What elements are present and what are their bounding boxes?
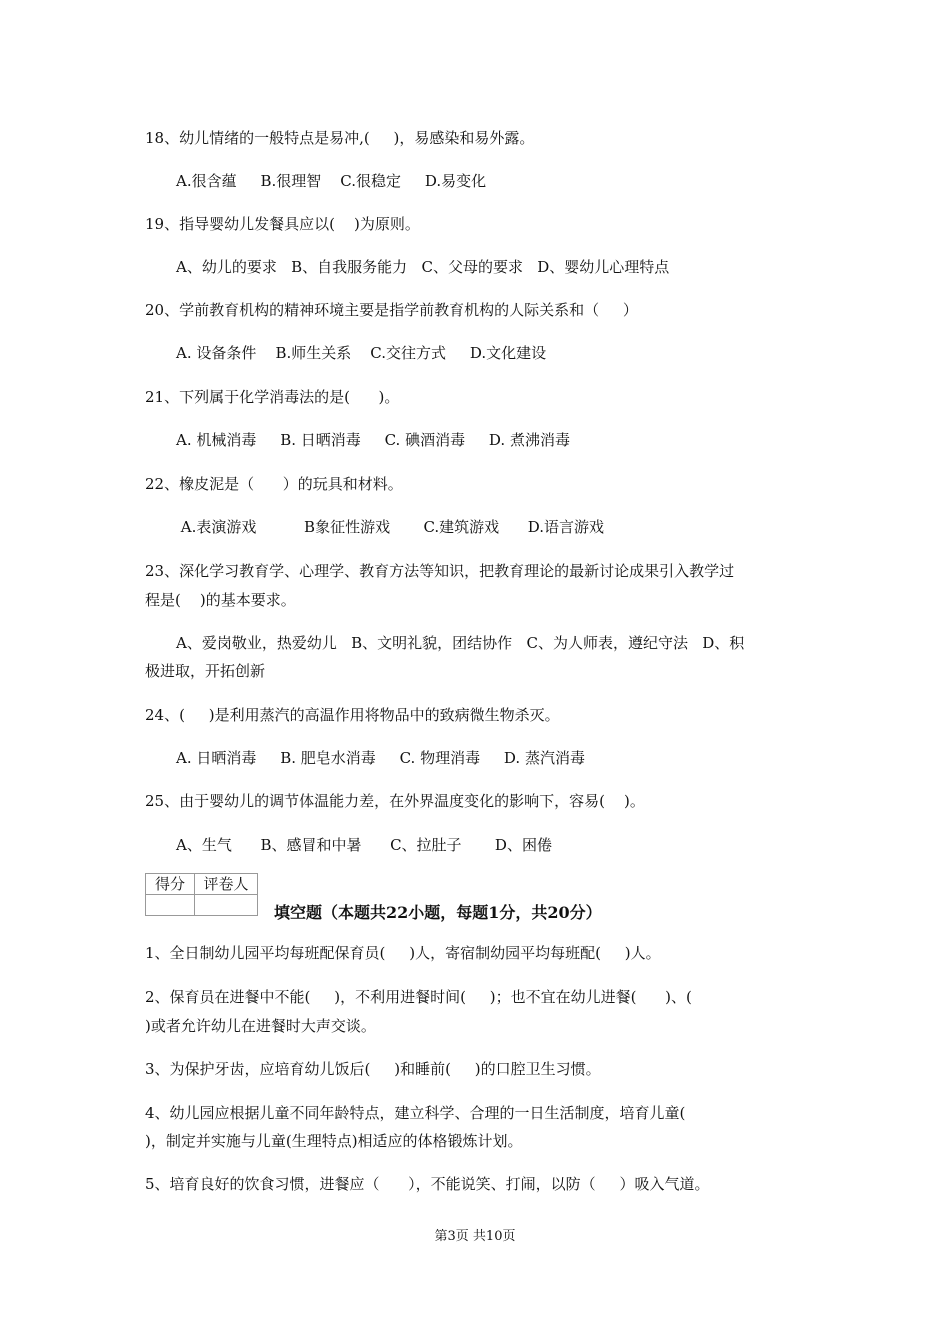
grader-header: 评卷人	[195, 874, 258, 895]
section-title: 填空题（本题共22小题，每题1分，共20分）	[274, 903, 602, 922]
page-footer: 第3页 共10页	[434, 1229, 516, 1244]
question-24-stem: 24、( )是利用蒸汽的高温作用将物品中的致病微生物杀灭。	[145, 706, 560, 724]
question-20-options: A. 设备条件 B.师生关系 C.交往方式 D.文化建设	[176, 344, 547, 362]
question-20-stem: 20、学前教育机构的精神环境主要是指学前教育机构的人际关系和（ ）	[145, 301, 638, 319]
question-22-stem: 22、橡皮泥是（ ）的玩具和材料。	[145, 475, 403, 493]
grader-cell	[195, 895, 258, 916]
question-19-options: A、幼儿的要求 B、自我服务能力 C、父母的要求 D、婴幼儿心理特点	[176, 258, 670, 276]
question-23-options: A、爱岗敬业，热爱幼儿 B、文明礼貌，团结协作 C、为人师表，遵纪守法 D、积	[176, 634, 745, 652]
question-24-options: A. 日晒消毒 B. 肥皂水消毒 C. 物理消毒 D. 蒸汽消毒	[176, 749, 585, 767]
question-21-stem: 21、下列属于化学消毒法的是( )。	[145, 388, 400, 406]
score-header: 得分	[146, 874, 195, 895]
question-23-options-cont: 极进取，开拓创新	[145, 662, 266, 680]
fill-2-cont: )或者允许幼儿在进餐时大声交谈。	[145, 1017, 376, 1035]
fill-5: 5、培育良好的饮食习惯，进餐应（ ），不能说笑、打闹，以防（ ）吸入气道。	[145, 1175, 710, 1193]
question-18-options: A.很含蕴 B.很理智 C.很稳定 D.易变化	[176, 172, 487, 190]
fill-3: 3、为保护牙齿，应培育幼儿饭后( )和睡前( )的口腔卫生习惯。	[145, 1060, 601, 1078]
question-22-options: A.表演游戏 B象征性游戏 C.建筑游戏 D.语言游戏	[176, 518, 605, 536]
question-23-stem-cont: 程是( )的基本要求。	[145, 591, 296, 609]
question-25-options: A、生气 B、感冒和中暑 C、拉肚子 D、困倦	[176, 836, 552, 854]
question-23-stem: 23、深化学习教育学、心理学、教育方法等知识，把教育理论的最新讨论成果引入教学过	[145, 562, 735, 580]
question-19-stem: 19、指导婴幼儿发餐具应以( )为原则。	[145, 215, 420, 233]
question-18-stem: 18、幼儿情绪的一般特点是易冲,( )，易感染和易外露。	[145, 129, 535, 147]
fill-4: 4、幼儿园应根据儿童不同年龄特点，建立科学、合理的一日生活制度，培育儿童(	[145, 1104, 686, 1122]
fill-2: 2、保育员在进餐中不能( )，不利用进餐时间( )；也不宜在幼儿进餐( )、(	[145, 988, 692, 1006]
fill-4-cont: )，制定并实施与儿童(生理特点)相适应的体格锻炼计划。	[145, 1132, 523, 1150]
fill-1: 1、全日制幼儿园平均每班配保育员( )人，寄宿制幼园平均每班配( )人。	[145, 944, 661, 962]
score-table	[145, 873, 258, 916]
question-25-stem: 25、由于婴幼儿的调节体温能力差，在外界温度变化的影响下，容易( )。	[145, 792, 645, 810]
question-21-options: A. 机械消毒 B. 日晒消毒 C. 碘酒消毒 D. 煮沸消毒	[176, 431, 570, 449]
score-cell	[146, 895, 195, 916]
